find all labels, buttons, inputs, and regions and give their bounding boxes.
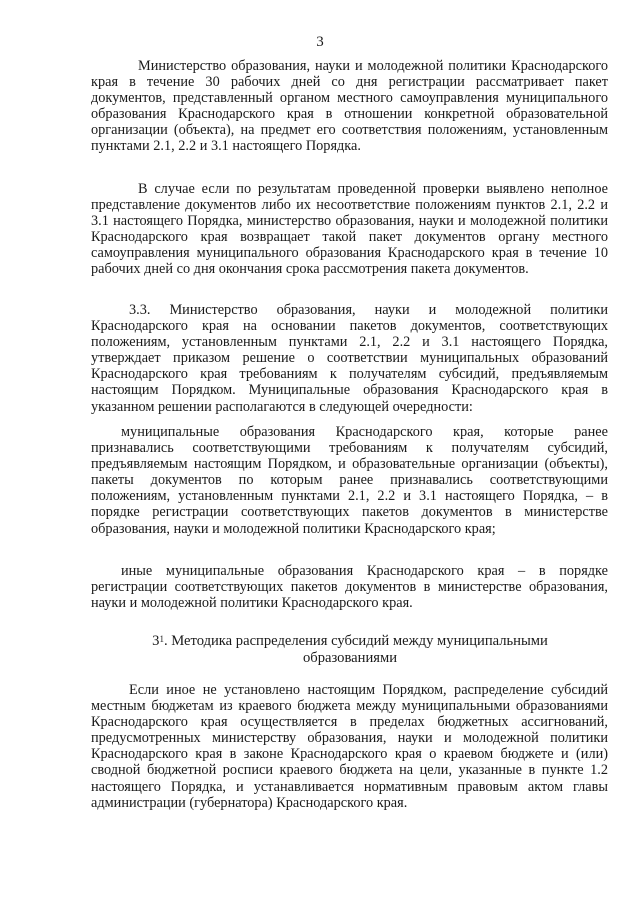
section-heading-line2: образованиями — [302, 650, 398, 666]
paragraph-first-priority: муниципальные образования Краснодарского края, которые ранее признавались соответствующими требованиям к получателям субсидий, предъявляемым настоящим Порядком, и образовательные организации (объекты), пакеты документов по которым ранее признавались соответствующими положениям, установленным пунктами 2.1, 2.2 и 3.1 настоящего Порядка, – в порядке регистрации соответствующих пакетов документов в министерстве образования, науки и молодежной политики Краснодарского края; — [91, 424, 608, 537]
paragraph-review-period: Министерство образования, науки и молодежной политики Краснодарского края в течение 30 рабочих дней со дня регистрации рассматривает пакет документов, представленный органом местного самоуправления муниципального образования Краснодарского края в отношении конкретной образовательной организации (объекта), на предмет его соответствия положениям, установленным пунктами 2.1, 2.2 и 3.1 настоящего Порядка. — [91, 58, 608, 155]
page-number: 3 — [316, 34, 324, 50]
paragraph-3-3: 3.3. Министерство образования, науки и молодежной политики Краснодарского края на основании пакетов документов, соответствующих положениям, установленным пунктами 2.1, 2.2 и 3.1 настоящего Порядка, утверждает приказом решение о соответствии муниципальных образований Краснодарского края требованиям к получателям субсидий, предъявляемым настоящим Порядком. Муниципальные образования Краснодарского края в указанном решении располагаются в следующей очередности: — [91, 302, 608, 415]
paragraph-methodology: Если иное не установлено настоящим Порядком, распределение субсидий местным бюджетам из краевого бюджета между муниципальными образованиями Краснодарского края осуществляется в пределах бюджетных ассигнований, предусмотренных министерству образования, науки и молодежной политики Краснодарского края в законе Краснодарского края о краевом бюджете и (или) сводной бюджетной росписи краевого бюджета на цели, указанные в пункте 1.2 настоящего Порядка, и устанавливается нормативным правовым актом главы администрации (губернатора) Краснодарского края. — [91, 682, 608, 811]
paragraph-incomplete-documents: В случае если по результатам проведенной проверки выявлено неполное представление документов либо их несоответствие положениям пунктов 2.1, 2.2 и 3.1 настоящего Порядка, министерство образования, науки и молодежной политики Краснодарского края возвращает такой пакет документов органу местного самоуправления муниципального образования Краснодарского края в течение 10 рабочих дней со дня окончания срока рассмотрения пакета документов. — [91, 181, 608, 278]
paragraph-other-municipalities: иные муниципальные образования Краснодарского края – в порядке регистрации соответствующих пакетов документов в министерстве образования, науки и молодежной политики Краснодарского края. — [91, 563, 608, 612]
section-heading-line1: $3^1$. Методика распределения субсидий между муниципальными — [152, 633, 548, 649]
section-heading — [100, 633, 600, 667]
